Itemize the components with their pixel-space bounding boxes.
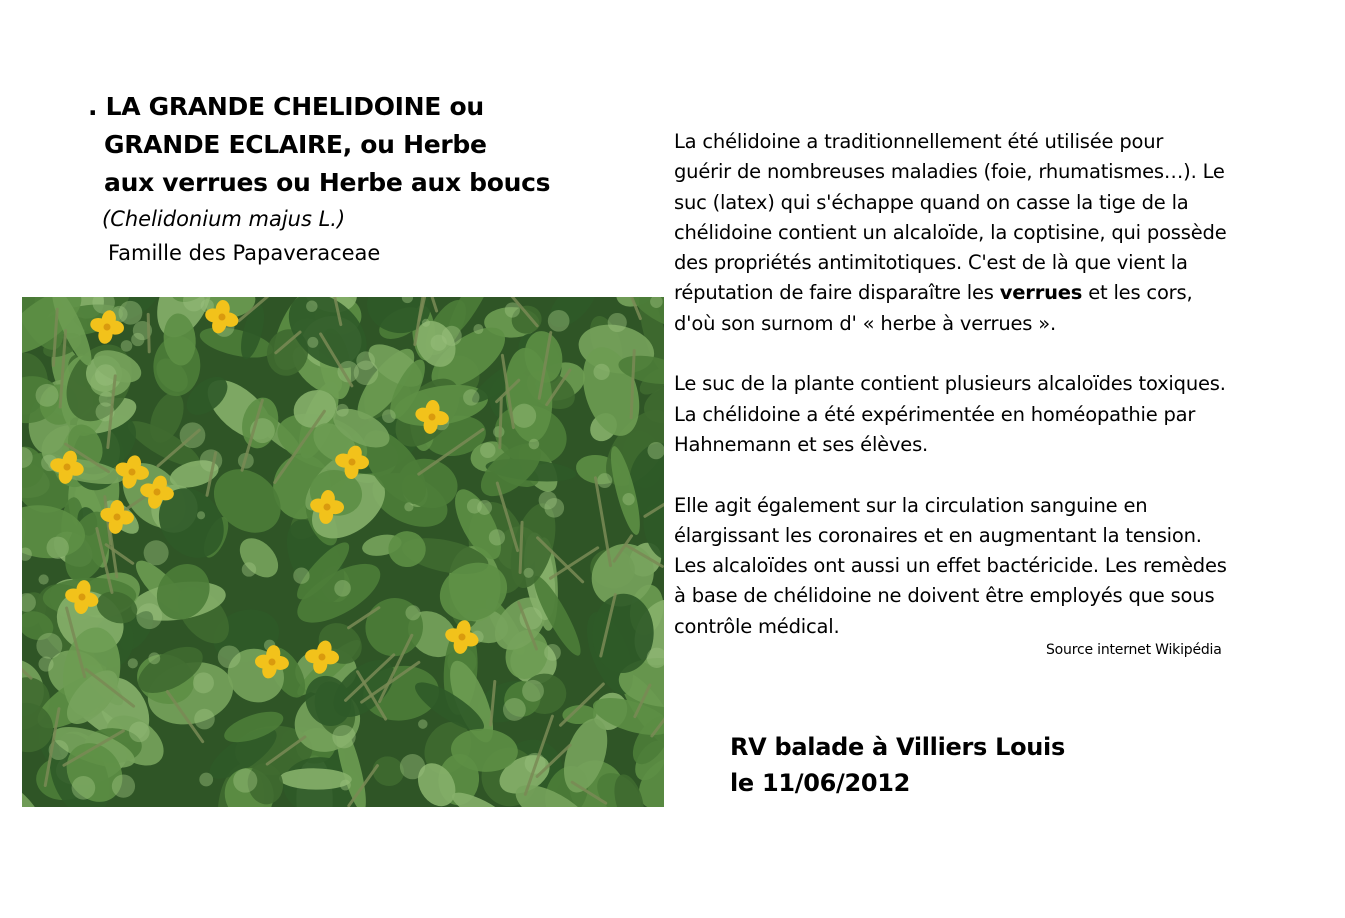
description-text xyxy=(674,127,1314,672)
plant-title-block xyxy=(88,88,648,270)
latin-name: (Chelidonium majus L.) xyxy=(102,207,346,231)
source-credit: Source internet Wikipédia xyxy=(1046,642,1222,658)
family-name: Famille des Papaveraceae xyxy=(108,241,381,265)
description-line: à base de chélidoine ne doivent être employés que sous xyxy=(674,584,1215,608)
description-line: élargissant les coronaires et en augmentant la tension. xyxy=(674,523,1202,547)
event-date: le 11/06/2012 xyxy=(730,769,911,797)
description-line: Le suc de la plante contient plusieurs alcaloïdes toxiques. xyxy=(674,372,1226,396)
celandine-photo xyxy=(22,297,664,807)
description-line xyxy=(674,278,1314,308)
description-line: d'où son surnom d' « herbe à verrues ». xyxy=(674,311,1056,335)
description-line: guérir de nombreuses maladies (foie, rhumatismes…). Le xyxy=(674,160,1225,184)
celandine-photo-illustration xyxy=(22,297,664,807)
description-line: Les alcaloïdes ont aussi un effet bactéricide. Les remèdes xyxy=(674,554,1227,578)
text-run: réputation de faire disparaître les xyxy=(674,281,1000,305)
description-paragraph-3 xyxy=(674,491,1314,642)
description-line: La chélidoine a traditionnellement été utilisée pour xyxy=(674,130,1164,153)
plant-title-line-1: . LA GRANDE CHELIDOINE ou xyxy=(88,92,484,121)
description-line: suc (latex) qui s'échappe quand on casse la tige de la xyxy=(674,190,1189,214)
description-line: Hahnemann et ses élèves. xyxy=(674,432,929,456)
verrues-emphasis: verrues xyxy=(999,281,1083,305)
description-paragraph-2 xyxy=(674,369,1314,460)
description-paragraph-1 xyxy=(674,127,1314,339)
description-line: La chélidoine a été expérimentée en homéopathie par xyxy=(674,402,1196,426)
event-location: RV balade à Villiers Louis xyxy=(730,733,1065,761)
description-line: chélidoine contient un alcaloïde, la coptisine, qui possède xyxy=(674,220,1227,244)
plant-title-line-3: aux verrues ou Herbe aux boucs xyxy=(104,168,551,197)
text-run: et les cors, xyxy=(1082,281,1193,305)
description-line: des propriétés antimitotiques. C'est de là que vient la xyxy=(674,251,1188,275)
plant-title-line-2: GRANDE ECLAIRE, ou Herbe xyxy=(104,130,487,159)
event-notice xyxy=(730,729,1065,801)
description-line: Elle agit également sur la circulation sanguine en xyxy=(674,493,1148,517)
description-line: contrôle médical. xyxy=(674,614,840,638)
